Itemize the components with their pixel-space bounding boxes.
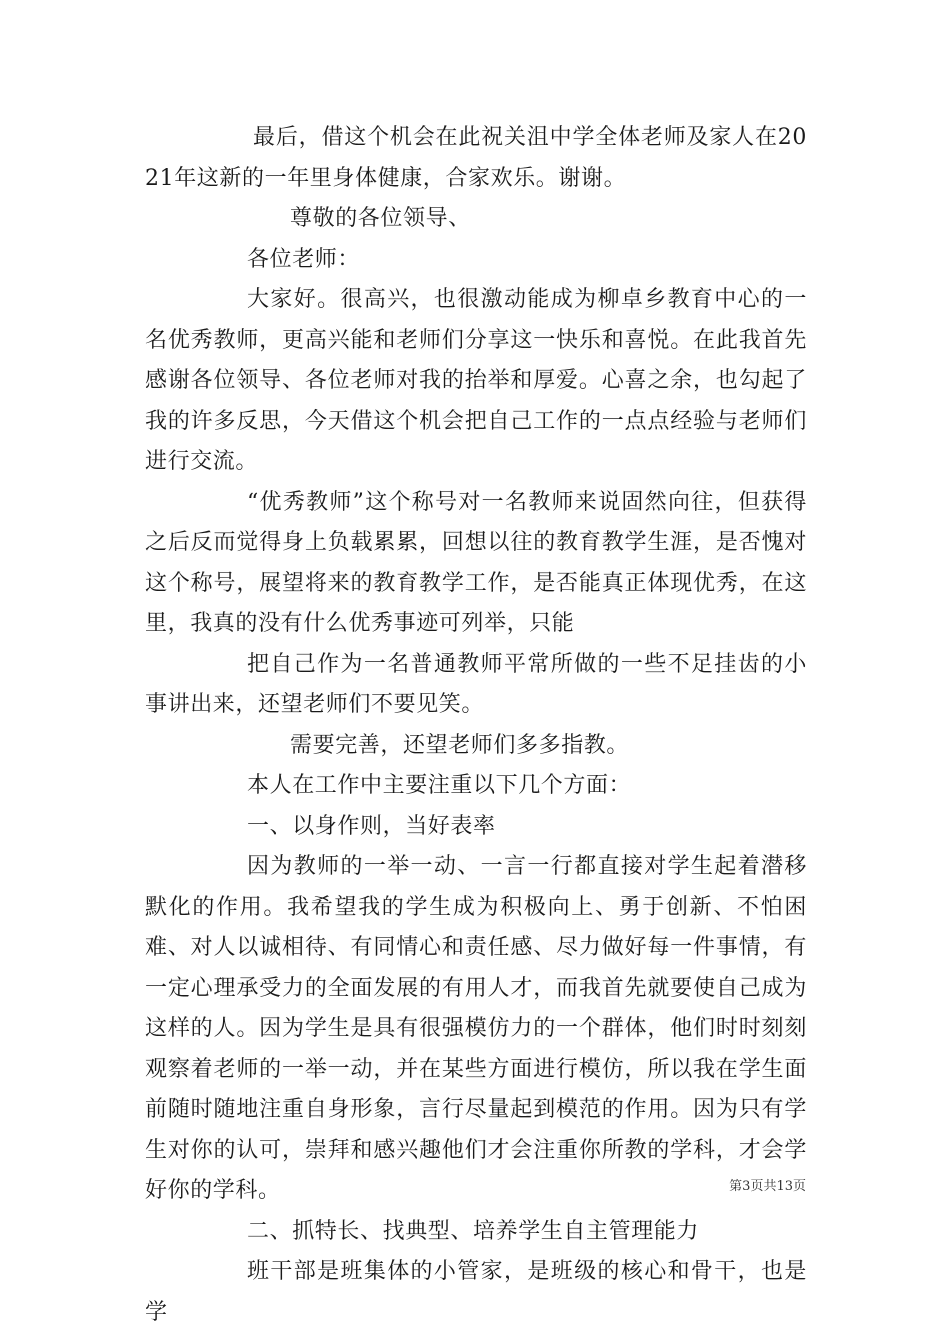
paragraph-closing-wishes: 最后，借这个机会在此祝关沮中学全体老师及家人在2021年这新的一年里身体健康，合家欢乐。谢谢。 <box>145 125 807 191</box>
section-heading-student-self-management: 二、抓特长、找典型、培养学生自主管理能力 <box>247 1218 700 1244</box>
paragraph-class-cadres: 班干部是班集体的小管家，是班级的核心和骨干，也是学 <box>145 1259 807 1325</box>
page-number: 第3页共13页 <box>729 1179 806 1194</box>
paragraph-salutation-leaders: 尊敬的各位领导、 <box>290 206 471 231</box>
paragraph-small-matters: 把自己作为一名普通教师平常所做的一些不足挂齿的小事讲出来，还望老师们不要见笑。 <box>145 651 807 717</box>
paragraph-excellent-teacher-title: “优秀教师”这个称号对一名教师来说固然向往，但获得之后反而觉得身上负载累累，回想以往的教育教学生涯，是否愧对这个称号，展望将来的教育教学工作，是否能真正体现优秀，在这里，我真的没有什么优秀事迹可列举，只能 <box>145 489 807 636</box>
paragraph-lead-by-example: 因为教师的一举一动、一言一行都直接对学生起着潜移默化的作用。我希望我的学生成为积极向上、勇于创新、不怕困难、对人以诚相待、有同情心和责任感、尽力做好每一件事情，有一定心理承受力的全面发展的有用人才，而我首先就要使自己成为这样的人。因为学生是具有很强模仿力的一个群体，他们时时刻刻观察着老师的一举一动，并在某些方面进行模仿，所以我在学生面前随时随地注重自身形象，言行尽量起到模范的作用。因为只有学生对你的认可，崇拜和感兴趣他们才会注重你所教的学科，才会学好你的学科。 <box>145 854 807 1203</box>
paragraph-greeting: 大家好。很高兴，也很激动能成为柳卓乡教育中心的一名优秀教师，更高兴能和老师们分享这一快乐和喜悦。在此我首先感谢各位领导、各位老师对我的抬举和厚爱。心喜之余，也勾起了我的许多反思，今天借这个机会把自己工作的一点点经验与老师们进行交流。 <box>145 287 807 474</box>
paragraph-focus-areas: 本人在工作中主要注重以下几个方面： <box>247 773 632 798</box>
document-body <box>145 118 807 1333</box>
paragraph-needs-improvement: 需要完善，还望老师们多多指教。 <box>290 732 630 758</box>
paragraph-salutation-teachers: 各位老师： <box>247 246 361 272</box>
section-heading-lead-by-example: 一、以身作则，当好表率 <box>247 813 496 839</box>
